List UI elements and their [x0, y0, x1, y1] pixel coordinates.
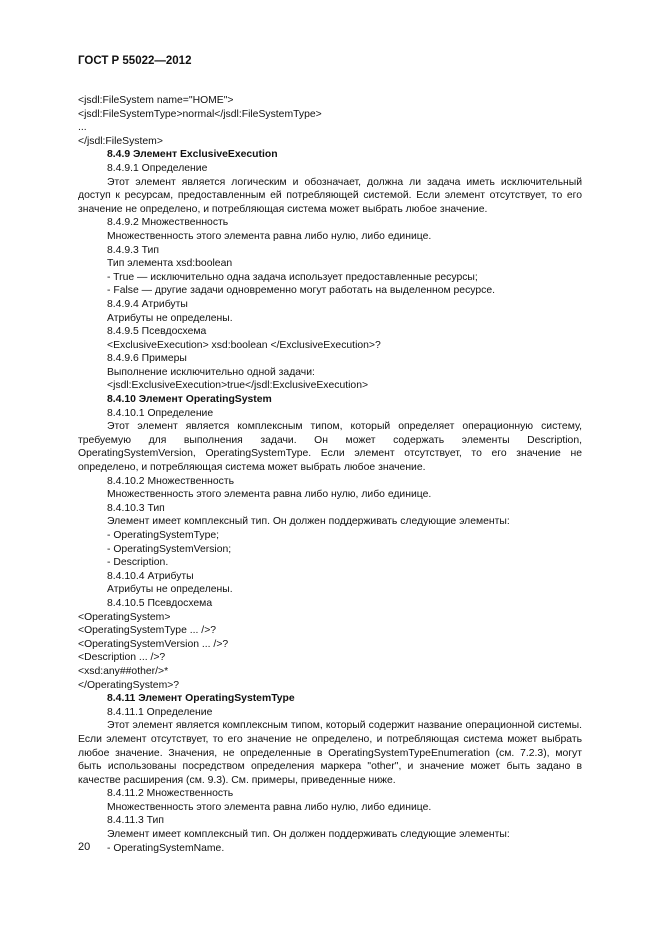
document-body [78, 94, 582, 855]
text-line: Атрибуты не определены. [107, 312, 233, 324]
text-line: <jsdl:FileSystem name="HOME"> [78, 95, 234, 106]
text-line: Множественность этого элемента равна либо нулю, либо единице. [107, 230, 432, 242]
text-line: 8.4.10.4 Атрибуты [107, 570, 194, 582]
text-line: <OperatingSystemType ... />? [78, 625, 217, 637]
text-line: <xsd:any##other/>* [78, 665, 169, 677]
page-number: 20 [78, 841, 91, 853]
document-header: ГОСТ Р 55022—2012 [78, 55, 192, 67]
text-line: 8.4.9.5 Псевдосхема [107, 326, 207, 338]
text-line: Этот элемент является логическим и обозначает, должна ли задача иметь исключительный доступ к ресурсам, предоставленным ей потребляющей системой. Если элемент отсутствует, то его значение не определено, и потребляющая система может выбрать любое значение. [78, 176, 582, 215]
text-line: Атрибуты не определены. [107, 584, 233, 596]
text-line: ... [78, 122, 87, 134]
text-line: <OperatingSystemVersion ... />? [78, 638, 229, 650]
text-line: Элемент имеет комплексный тип. Он должен поддерживать следующие элементы: [107, 829, 510, 841]
text-line: 8.4.10 Элемент OperatingSystem [107, 394, 272, 406]
text-line: Тип элемента xsd:boolean [107, 258, 233, 270]
text-line: 8.4.9.4 Атрибуты [107, 298, 188, 310]
text-line: - OperatingSystemType; [107, 530, 220, 541]
text-line: <jsdl:FileSystemType>normal</jsdl:FileSystemType> [78, 108, 322, 120]
text-line: - Description. [107, 557, 169, 569]
text-line: 8.4.11.2 Множественность [107, 788, 234, 800]
text-line: </jsdl:FileSystem> [78, 135, 163, 147]
text-line: 8.4.10.2 Множественность [107, 475, 234, 487]
text-line: <Description ... />? [78, 652, 166, 664]
text-line: <ExclusiveExecution> xsd:boolean </ExclusiveExecution>? [107, 339, 381, 351]
text-line: 8.4.11.1 Определение [107, 706, 213, 718]
text-line: Множественность этого элемента равна либо нулю, либо единице. [107, 489, 432, 501]
text-line: Этот элемент является комплексным типом, который содержит название операционной системы. Если элемент отсутствует, то его значение не определено, и потребляющая система может выбрать любое значение. Значения, не определенные в OperatingSystemTypeEnumeration (см. 7.2.3), могут быть использованы посредством определения маркера "other", и значение может быть задано в качестве расширения (см. 9.3). См. примеры, приведенные ниже. [78, 720, 582, 786]
text-line: Выполнение исключительно одной задачи: [107, 366, 315, 378]
text-line: 8.4.10.1 Определение [107, 407, 214, 419]
text-line: 8.4.9 Элемент ExclusiveExecution [107, 149, 278, 161]
text-line: 8.4.10.3 Тип [107, 502, 165, 514]
text-line: 8.4.9.2 Множественность [107, 217, 229, 229]
text-line: <jsdl:ExclusiveExecution>true</jsdl:ExclusiveExecution> [107, 380, 369, 392]
text-line: 8.4.11 Элемент OperatingSystemType [107, 693, 295, 705]
text-line: 8.4.10.5 Псевдосхема [107, 597, 213, 609]
text-line: 8.4.9.6 Примеры [107, 353, 187, 365]
text-line: Этот элемент является комплексным типом, который определяет операционную систему, требуемую для выполнения задачи. Он может содержать элементы Description, OperatingSystemVersion, OperatingSystemType. Если элемент отсутствует, то его значение не определено, и потребляющая система может выбрать любое значение. [78, 421, 582, 474]
text-line: - OperatingSystemVersion; [107, 543, 232, 555]
text-line: 8.4.9.1 Определение [107, 162, 208, 174]
text-line: - True — исключительно одна задача использует предоставленные ресурсы; [107, 271, 478, 283]
text-line: 8.4.9.3 Тип [107, 244, 159, 256]
text-line: - False — другие задачи одновременно могут работать на выделенном ресурсе. [107, 285, 495, 297]
text-line: Элемент имеет комплексный тип. Он должен поддерживать следующие элементы: [107, 516, 510, 528]
text-line: <OperatingSystem> [78, 611, 171, 623]
text-line: Множественность этого элемента равна либо нулю, либо единице. [107, 801, 432, 813]
text-line: </OperatingSystem>? [78, 679, 180, 691]
text-line: 8.4.11.3 Тип [107, 815, 164, 827]
text-line: - OperatingSystemName. [107, 842, 225, 854]
